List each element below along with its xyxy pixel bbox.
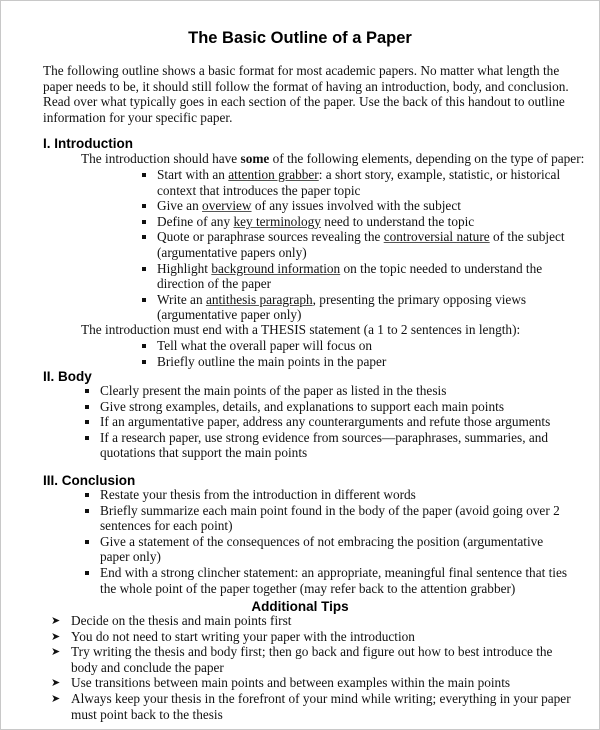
item-text: : a short story, example, statistic, or historical context that introduces the paper topic <box>157 167 561 198</box>
list-item <box>142 214 582 230</box>
introduction-lead <box>81 151 584 167</box>
square-bullet-icon <box>142 235 146 239</box>
item-text: If an argumentative paper, address any counterarguments and refute those arguments <box>100 414 551 430</box>
square-bullet-icon <box>85 509 89 513</box>
arrowhead-bullet-icon: ➤ <box>51 691 61 705</box>
list-item <box>142 261 582 292</box>
underlined-term: attention grabber <box>228 167 319 182</box>
arrowhead-bullet-icon: ➤ <box>51 676 61 690</box>
square-bullet-icon <box>142 360 146 364</box>
item-text: Tell what the overall paper will focus on <box>157 338 373 353</box>
section-heading-introduction: I. Introduction <box>43 136 133 151</box>
section-heading-body: II. Body <box>43 369 92 384</box>
list-item <box>51 629 571 645</box>
list-item <box>142 338 582 354</box>
item-text: Write an <box>157 291 206 307</box>
item-text: of the subject (argumentative papers only) <box>157 229 565 260</box>
square-bullet-icon <box>85 420 89 424</box>
list-item <box>85 503 575 534</box>
conclusion-points-list <box>85 487 575 596</box>
tips-list <box>51 613 571 722</box>
item-text: You do not need to start writing your paper with the introduction <box>71 628 415 644</box>
arrowhead-bullet-icon: ➤ <box>51 614 61 627</box>
list-item <box>85 565 575 596</box>
item-text: Use transitions between main points and between examples within the main points <box>71 675 511 691</box>
page-title: The Basic Outline of a Paper <box>188 29 412 47</box>
list-item <box>85 414 575 430</box>
introduction-elements-list <box>142 167 582 323</box>
square-bullet-icon <box>142 204 146 208</box>
item-text: Give a statement of the consequences of not embracing the position (argumentative paper only) <box>100 533 544 565</box>
square-bullet-icon <box>142 220 146 224</box>
item-text: Restate your thesis from the introduction in different words <box>100 487 416 502</box>
list-item <box>51 644 571 675</box>
tips-heading: Additional Tips <box>251 599 349 614</box>
square-bullet-icon <box>85 405 89 409</box>
underlined-term: controversial nature <box>383 229 490 245</box>
item-text: Give an <box>157 198 203 214</box>
list-item <box>85 534 575 565</box>
item-text: Start with an <box>157 167 229 182</box>
thesis-requirements-list <box>142 338 582 369</box>
list-item <box>85 399 575 415</box>
item-text: Briefly outline the main points in the paper <box>157 353 387 369</box>
intro-paragraph: The following outline shows a basic format for most academic papers. No matter what length the paper needs to be, it should still follow the format of having an introduction, body, and conclusion. Read over what typically goes in each section of the paper. Use the back of this handout to outline information for your specific paper. <box>43 63 569 125</box>
list-item <box>142 229 582 260</box>
underlined-term: overview <box>202 198 252 214</box>
underlined-term: antithesis paragraph <box>205 291 313 307</box>
section-heading-conclusion: III. Conclusion <box>43 473 136 488</box>
underlined-term: key terminology <box>233 213 321 229</box>
item-text: of any issues involved with the subject <box>251 198 461 214</box>
square-bullet-icon <box>142 173 146 177</box>
square-bullet-icon <box>85 389 89 393</box>
item-text: Give strong examples, details, and explanations to support each main points <box>100 398 504 414</box>
square-bullet-icon <box>85 436 89 440</box>
item-text: Decide on the thesis and main points first <box>71 613 292 628</box>
item-text: Quote or paraphrase sources revealing the <box>157 229 384 245</box>
list-item <box>85 430 575 461</box>
item-text: Try writing the thesis and body first; then go back and figure out how to best introduce the body and conclude the paper <box>71 644 553 675</box>
lead-text-before: The introduction should have <box>81 151 241 166</box>
body-points-list <box>85 383 575 461</box>
list-item <box>51 691 571 722</box>
square-bullet-icon <box>142 267 146 271</box>
item-text: Always keep your thesis in the forefront of your mind while writing; everything in your paper must point back to the thesis <box>71 690 571 722</box>
item-text: Highlight <box>157 260 212 276</box>
list-item <box>142 167 582 198</box>
list-item <box>142 292 582 323</box>
item-text: need to understand the topic <box>320 213 475 229</box>
item-text: If a research paper, use strong evidence from sources—paraphrases, summaries, and quotations that support the main points <box>100 429 549 461</box>
square-bullet-icon <box>85 571 89 575</box>
list-item <box>142 198 582 214</box>
arrowhead-bullet-icon: ➤ <box>51 629 61 643</box>
list-item <box>51 613 571 629</box>
list-item <box>85 383 575 399</box>
list-item <box>51 675 571 691</box>
item-text: , presenting the primary opposing views (argumentative paper only) <box>157 291 527 323</box>
lead-text-after: of the following elements, depending on the type of paper: <box>269 151 585 166</box>
underlined-term: background information <box>211 260 341 276</box>
item-text: on the topic needed to understand the direction of the paper <box>157 260 543 292</box>
square-bullet-icon <box>85 493 89 497</box>
thesis-lead: The introduction must end with a THESIS statement (a 1 to 2 sentences in length): <box>81 322 521 337</box>
item-text: Clearly present the main points of the paper as listed in the thesis <box>100 383 447 398</box>
square-bullet-icon <box>142 344 146 348</box>
list-item <box>142 354 582 370</box>
item-text: Briefly summarize each main point found in the body of the paper (avoid going over 2 sentences for each point) <box>100 502 560 534</box>
item-text: Define of any <box>157 213 234 229</box>
item-text: End with a strong clincher statement: an appropriate, meaningful final sentence that ties the whole point of the paper together (may refer back to the attention grabber) <box>100 564 568 596</box>
square-bullet-icon <box>142 298 146 302</box>
square-bullet-icon <box>85 540 89 544</box>
lead-text-bold: some <box>240 151 270 166</box>
list-item <box>85 487 575 503</box>
arrowhead-bullet-icon: ➤ <box>51 645 61 659</box>
